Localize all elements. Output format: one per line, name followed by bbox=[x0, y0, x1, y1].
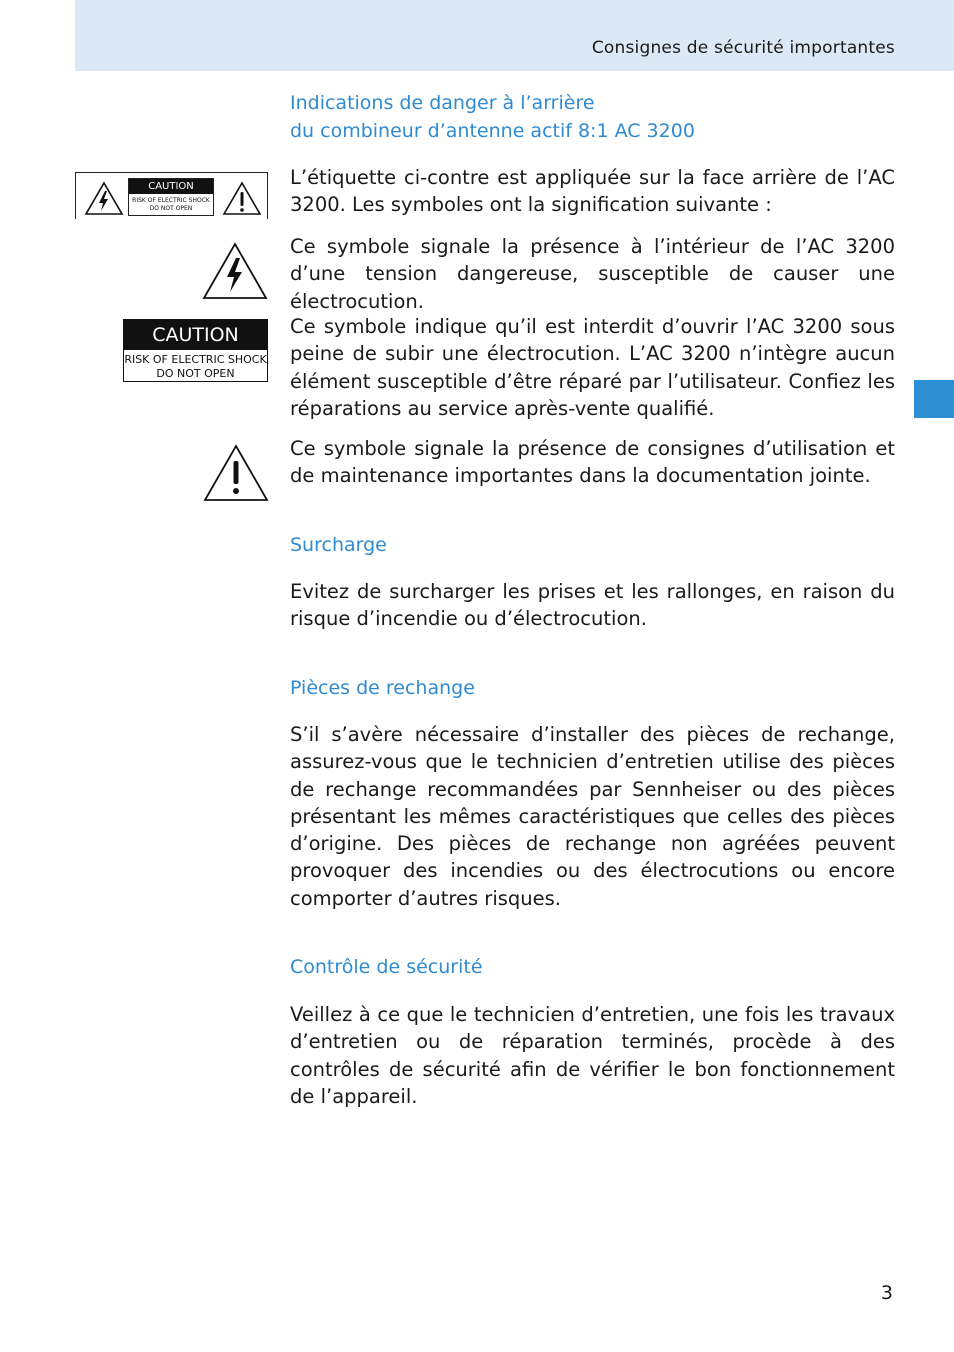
caution-label bbox=[123, 319, 268, 382]
controle-text: Veillez à ce que le technicien d’entretien, une fois les travaux d’entretien ou de réparation terminés, procède à des contrôles de sécurité afin de vérifier le bon fonctionnement de l’appareil. bbox=[290, 1003, 895, 1108]
bolt-description: Ce symbole signale la présence à l’intérieur de l’AC 3200 d’une tension dangereuse, susceptible de causer une électrocution. bbox=[290, 235, 895, 313]
pieces-heading: Pièces de rechange bbox=[290, 677, 475, 699]
chapter-tab bbox=[914, 380, 954, 418]
exclamation-warning-icon bbox=[222, 181, 262, 216]
pieces-text: S’il s’avère nécessaire d’installer des pièces de rechange, assurez-vous que le technicien d’entretien utilise des pièces de rechange recommandées par Sennheiser ou des pièces présentant les mêmes caractéristiques que celles des pièces d’origine. Des pièces de rechange non agréées peuvent provoquer des incendies ou des électrocutions ou encore comporter d’autres risques. bbox=[290, 723, 895, 910]
page-number: 3 bbox=[880, 1282, 893, 1304]
lightning-warning-icon bbox=[84, 181, 124, 216]
danger-heading-line2: du combineur d’antenne actif 8:1 AC 3200 bbox=[290, 120, 695, 142]
header-title: Consignes de sécurité importantes bbox=[591, 38, 895, 58]
danger-intro: L’étiquette ci-contre est appliquée sur la face arrière de l’AC 3200. Les symboles ont la signification suivante : bbox=[290, 166, 895, 217]
lightning-warning-icon bbox=[202, 242, 268, 300]
header-band bbox=[75, 0, 954, 71]
caution-label-title: CAUTION bbox=[124, 320, 267, 350]
exclamation-description: Ce symbole signale la présence de consignes d’utilisation et de maintenance importantes dans la documentation jointe. bbox=[290, 437, 895, 488]
rear-label-donotopen-text: DO NOT OPEN bbox=[149, 205, 193, 212]
rear-label-image bbox=[75, 172, 268, 219]
danger-heading bbox=[290, 89, 910, 145]
rear-label-caution-text: CAUTION bbox=[129, 179, 213, 194]
surcharge-heading: Surcharge bbox=[290, 534, 387, 556]
controle-heading: Contrôle de sécurité bbox=[290, 956, 483, 978]
exclamation-warning-icon bbox=[203, 444, 269, 502]
surcharge-text: Evitez de surcharger les prises et les rallonges, en raison du risque d’incendie ou d’électrocution. bbox=[290, 580, 895, 631]
caution-label-donotopen: DO NOT OPEN bbox=[156, 367, 235, 380]
caution-label-risk: RISK OF ELECTRIC SHOCK bbox=[124, 353, 267, 366]
rear-label-risk-text: RISK OF ELECTRIC SHOCK bbox=[132, 197, 210, 204]
rear-label-caution-box bbox=[128, 178, 214, 216]
caution-description: Ce symbole indique qu’il est interdit d’ouvrir l’AC 3200 sous peine de subir une électrocution. L’AC 3200 n’intègre aucun élément susceptible d’être réparé par l’utilisateur. Confiez les réparations au service après-vente qualifié. bbox=[290, 315, 895, 420]
danger-heading-line1: Indications de danger à l’arrière bbox=[290, 92, 595, 114]
